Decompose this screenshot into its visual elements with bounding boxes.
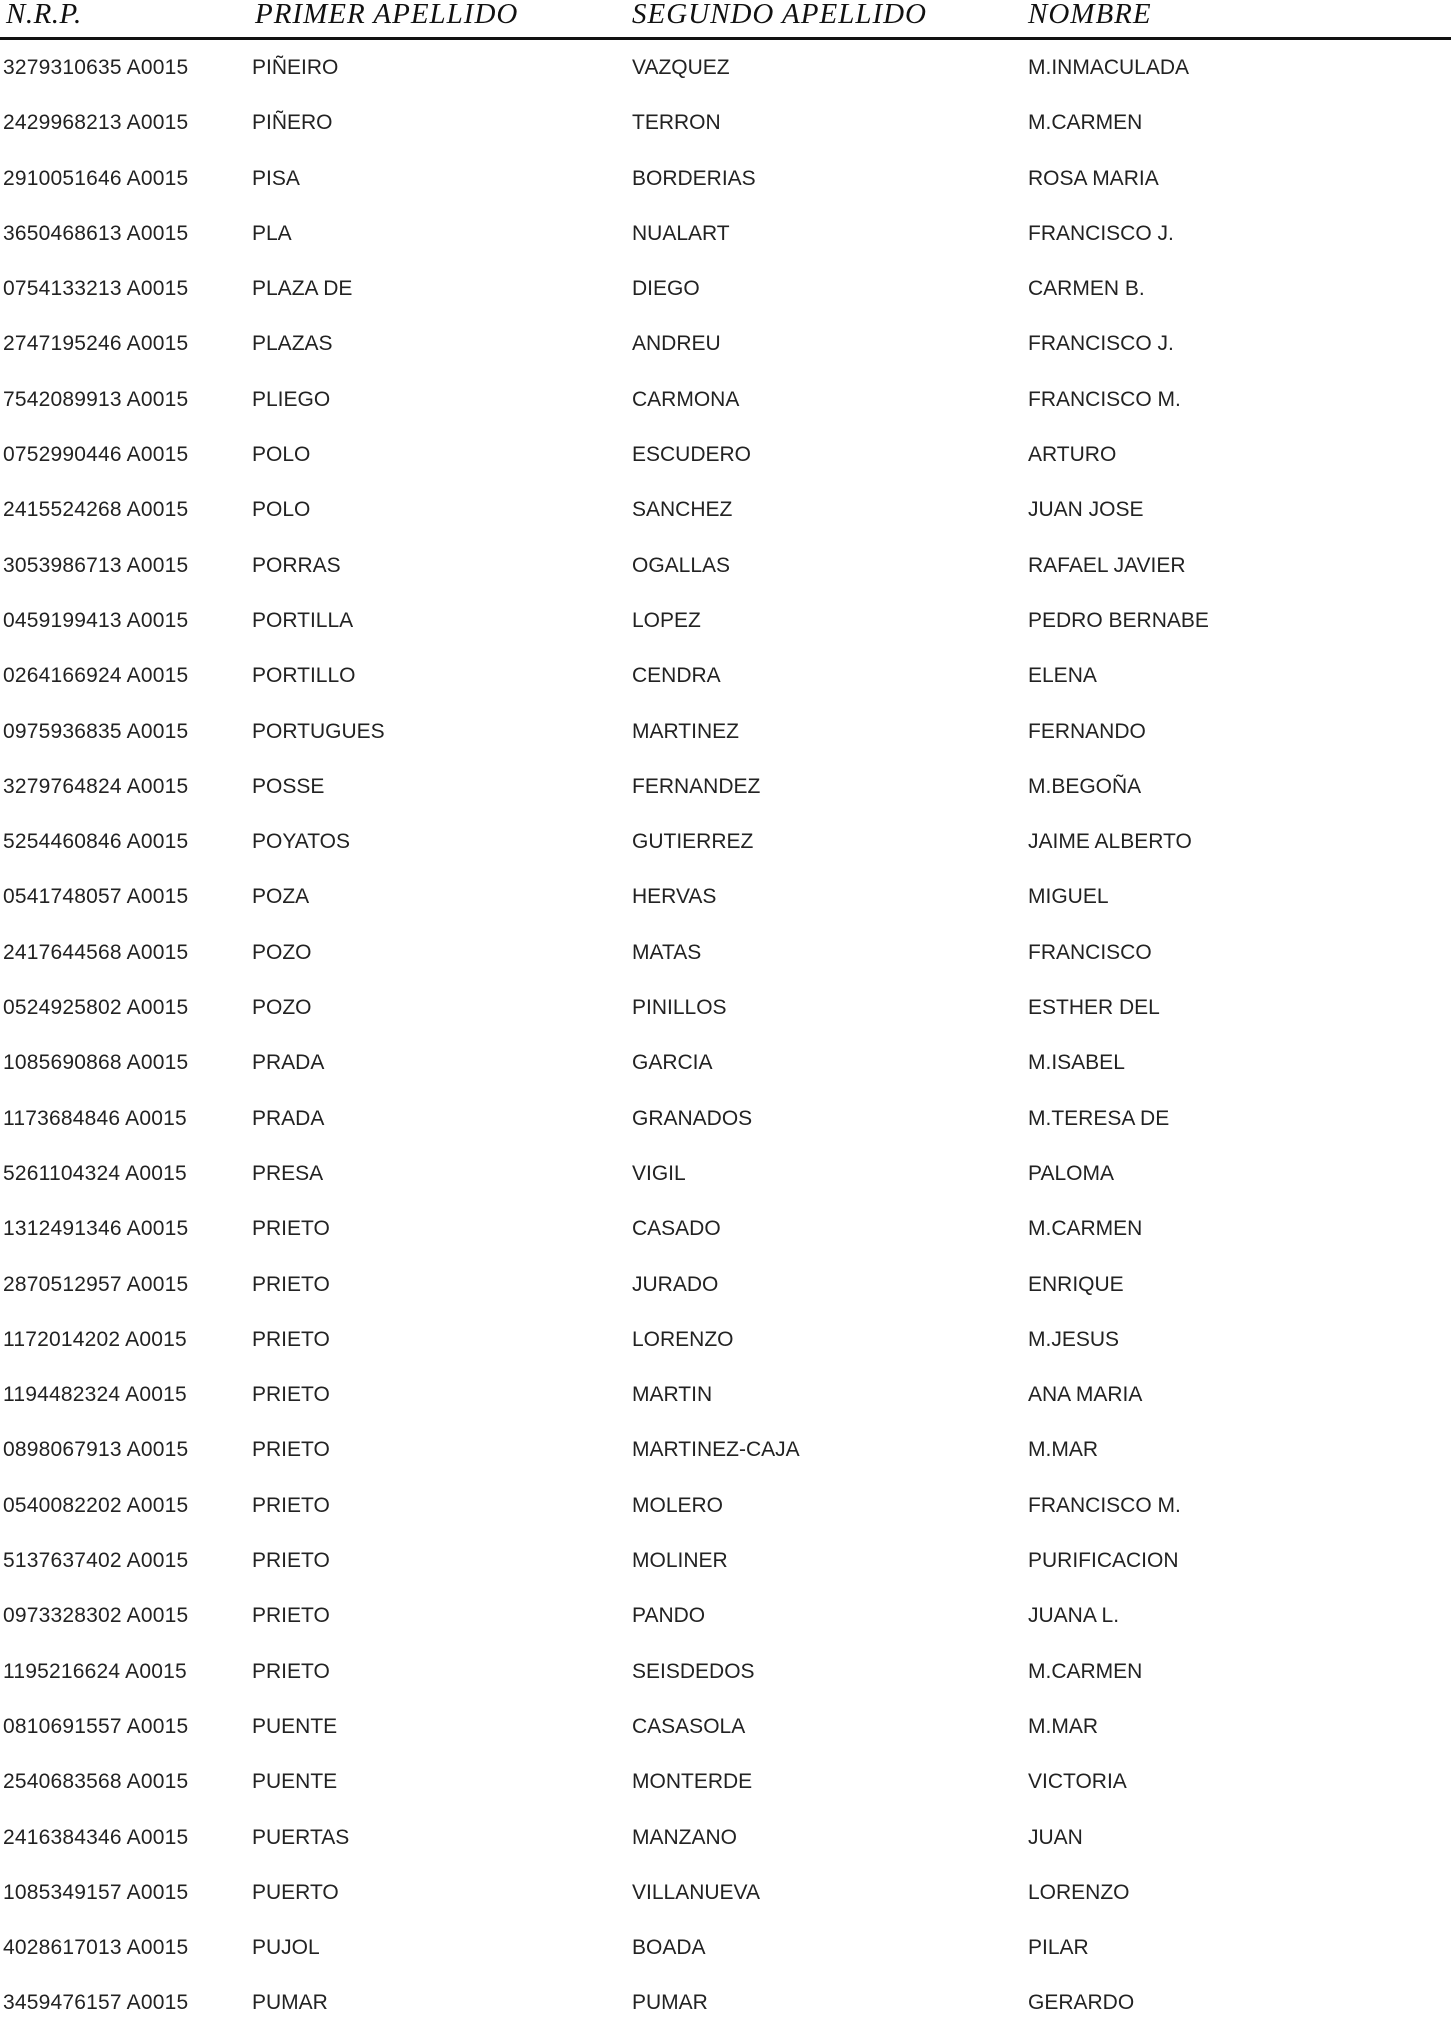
segundo-apellido-cell: MARTINEZ-CAJA xyxy=(632,1438,800,1462)
nrp-cell: 0264166924 A0015 xyxy=(3,664,189,688)
nombre-cell: M.CARMEN xyxy=(1028,1217,1143,1241)
nombre-cell: PILAR xyxy=(1028,1936,1089,1960)
nombre-cell: FRANCISCO xyxy=(1028,940,1152,964)
nrp-cell: 3650468613 A0015 xyxy=(3,221,189,245)
primer-apellido-cell: POZO xyxy=(252,996,312,1020)
table-row xyxy=(0,822,1451,877)
nombre-cell: GERARDO xyxy=(1028,1991,1135,2015)
nombre-cell: ANA MARIA xyxy=(1028,1383,1143,1407)
nrp-cell: 0973328302 A0015 xyxy=(3,1604,189,1628)
table-row xyxy=(0,435,1451,490)
segundo-apellido-cell: VIGIL xyxy=(632,1161,686,1185)
primer-apellido-cell: PRADA xyxy=(252,1106,325,1130)
segundo-apellido-cell: MATAS xyxy=(632,940,702,964)
nombre-cell: JAIME ALBERTO xyxy=(1028,830,1192,854)
table-row xyxy=(0,1818,1451,1873)
nombre-cell: M.INMACULADA xyxy=(1028,56,1190,79)
primer-apellido-cell: PUENTE xyxy=(252,1714,338,1738)
nrp-cell: 0975936835 A0015 xyxy=(3,719,189,743)
table-header xyxy=(0,0,1451,40)
segundo-apellido-cell: LOPEZ xyxy=(632,608,701,632)
table-body xyxy=(0,48,1451,2039)
nrp-cell: 0754133213 A0015 xyxy=(3,277,189,301)
segundo-apellido-cell: MOLERO xyxy=(632,1493,724,1517)
primer-apellido-cell: PRIETO xyxy=(252,1217,330,1241)
table-row xyxy=(0,877,1451,932)
column-header-nrp: N.R.P. xyxy=(6,0,82,30)
primer-apellido-cell: PLIEGO xyxy=(252,387,331,411)
primer-apellido-cell: PRIETO xyxy=(252,1659,330,1683)
nrp-cell: 4028617013 A0015 xyxy=(3,1936,189,1960)
nombre-cell: FRANCISCO J. xyxy=(1028,221,1174,245)
primer-apellido-cell: PIÑERO xyxy=(252,111,333,135)
nrp-cell: 2416384346 A0015 xyxy=(3,1825,189,1849)
nombre-cell: LORENZO xyxy=(1028,1880,1130,1904)
table-row xyxy=(0,656,1451,711)
segundo-apellido-cell: LORENZO xyxy=(632,1327,734,1351)
nrp-cell: 1173684846 A0015 xyxy=(3,1106,187,1130)
table-row xyxy=(0,1099,1451,1154)
primer-apellido-cell: PUJOL xyxy=(252,1936,320,1960)
primer-apellido-cell: POZO xyxy=(252,940,312,964)
table-row xyxy=(0,1873,1451,1928)
segundo-apellido-cell: CARMONA xyxy=(632,387,740,411)
primer-apellido-cell: PORRAS xyxy=(252,553,341,577)
column-header-primer-apellido: PRIMER APELLIDO xyxy=(255,0,519,30)
primer-apellido-cell: PUMAR xyxy=(252,1991,328,2015)
nrp-cell: 1312491346 A0015 xyxy=(3,1217,189,1241)
table-row xyxy=(0,103,1451,158)
nrp-cell: 0752990446 A0015 xyxy=(3,443,189,467)
nombre-cell: M.TERESA DE xyxy=(1028,1106,1170,1130)
nombre-cell: FRANCISCO J. xyxy=(1028,332,1174,356)
segundo-apellido-cell: VILLANUEVA xyxy=(632,1880,760,1904)
nrp-cell: 3279310635 A0015 xyxy=(3,56,189,79)
nrp-cell: 5137637402 A0015 xyxy=(3,1549,189,1573)
table-row xyxy=(0,988,1451,1043)
nrp-cell: 3279764824 A0015 xyxy=(3,774,189,798)
primer-apellido-cell: PUERTAS xyxy=(252,1825,350,1849)
table-row xyxy=(0,1375,1451,1430)
segundo-apellido-cell: GUTIERREZ xyxy=(632,830,754,854)
primer-apellido-cell: PLA xyxy=(252,221,292,245)
nrp-cell: 0540082202 A0015 xyxy=(3,1493,189,1517)
segundo-apellido-cell: MANZANO xyxy=(632,1825,737,1849)
primer-apellido-cell: PORTILLA xyxy=(252,608,354,632)
nrp-cell: 3459476157 A0015 xyxy=(3,1991,189,2015)
nrp-cell: 2540683568 A0015 xyxy=(3,1770,189,1794)
table-row xyxy=(0,1983,1451,2038)
table-row xyxy=(0,380,1451,435)
nombre-cell: PEDRO BERNABE xyxy=(1028,608,1209,632)
primer-apellido-cell: PRADA xyxy=(252,1051,325,1075)
nrp-cell: 0524925802 A0015 xyxy=(3,996,189,1020)
table-row xyxy=(0,933,1451,988)
primer-apellido-cell: PUERTO xyxy=(252,1880,339,1904)
nombre-cell: ENRIQUE xyxy=(1028,1272,1124,1296)
nrp-cell: 2747195246 A0015 xyxy=(3,332,189,356)
nombre-cell: M.ISABEL xyxy=(1028,1051,1125,1075)
table-row xyxy=(0,159,1451,214)
nrp-cell: 1085690868 A0015 xyxy=(3,1051,189,1075)
table-row xyxy=(0,712,1451,767)
header-divider xyxy=(0,37,1451,40)
segundo-apellido-cell: TERRON xyxy=(632,111,721,135)
segundo-apellido-cell: FERNANDEZ xyxy=(632,774,761,798)
primer-apellido-cell: PLAZAS xyxy=(252,332,333,356)
segundo-apellido-cell: CASADO xyxy=(632,1217,721,1241)
nombre-cell: ELENA xyxy=(1028,664,1097,688)
segundo-apellido-cell: BORDERIAS xyxy=(632,166,756,190)
table-row xyxy=(0,1209,1451,1264)
segundo-apellido-cell: BOADA xyxy=(632,1936,706,1960)
nombre-cell: MIGUEL xyxy=(1028,885,1109,909)
nombre-cell: FRANCISCO M. xyxy=(1028,387,1181,411)
nrp-cell: 1085349157 A0015 xyxy=(3,1880,189,1904)
primer-apellido-cell: PORTUGUES xyxy=(252,719,385,743)
table-row xyxy=(0,1762,1451,1817)
primer-apellido-cell: PRIETO xyxy=(252,1438,330,1462)
segundo-apellido-cell: OGALLAS xyxy=(632,553,731,577)
primer-apellido-cell: POSSE xyxy=(252,774,325,798)
segundo-apellido-cell: PANDO xyxy=(632,1604,706,1628)
nrp-cell: 2415524268 A0015 xyxy=(3,498,189,522)
nrp-cell: 0810691557 A0015 xyxy=(3,1714,189,1738)
primer-apellido-cell: PRIETO xyxy=(252,1272,330,1296)
nombre-cell: JUAN JOSE xyxy=(1028,498,1144,522)
segundo-apellido-cell: CASASOLA xyxy=(632,1714,746,1738)
table-row xyxy=(0,1541,1451,1596)
nombre-cell: VICTORIA xyxy=(1028,1770,1127,1794)
nrp-cell: 1172014202 A0015 xyxy=(3,1327,187,1351)
segundo-apellido-cell: MONTERDE xyxy=(632,1770,753,1794)
segundo-apellido-cell: JURADO xyxy=(632,1272,719,1296)
column-header-segundo-apellido: SEGUNDO APELLIDO xyxy=(632,0,927,30)
primer-apellido-cell: POLO xyxy=(252,443,311,467)
nrp-cell: 2429968213 A0015 xyxy=(3,111,189,135)
nrp-cell: 0459199413 A0015 xyxy=(3,608,189,632)
segundo-apellido-cell: PINILLOS xyxy=(632,996,727,1020)
nrp-cell: 0541748057 A0015 xyxy=(3,885,189,909)
table-row xyxy=(0,48,1451,103)
nrp-cell: 3053986713 A0015 xyxy=(3,553,189,577)
nombre-cell: FRANCISCO M. xyxy=(1028,1493,1181,1517)
segundo-apellido-cell: DIEGO xyxy=(632,277,700,301)
nombre-cell: JUAN xyxy=(1028,1825,1083,1849)
table-row xyxy=(0,1265,1451,1320)
table-row xyxy=(0,767,1451,822)
segundo-apellido-cell: MARTIN xyxy=(632,1383,713,1407)
nrp-cell: 2870512957 A0015 xyxy=(3,1272,189,1296)
nombre-cell: ESTHER DEL xyxy=(1028,996,1160,1020)
segundo-apellido-cell: GRANADOS xyxy=(632,1106,753,1130)
nombre-cell: ARTURO xyxy=(1028,443,1117,467)
primer-apellido-cell: PRIETO xyxy=(252,1383,330,1407)
table-row xyxy=(0,546,1451,601)
segundo-apellido-cell: SANCHEZ xyxy=(632,498,733,522)
nombre-cell: RAFAEL JAVIER xyxy=(1028,553,1186,577)
table-row xyxy=(0,1596,1451,1651)
nrp-cell: 2417644568 A0015 xyxy=(3,940,189,964)
nrp-cell: 2910051646 A0015 xyxy=(3,166,189,190)
nombre-cell: M.MAR xyxy=(1028,1714,1098,1738)
segundo-apellido-cell: CENDRA xyxy=(632,664,721,688)
primer-apellido-cell: PIÑEIRO xyxy=(252,56,339,79)
segundo-apellido-cell: MARTINEZ xyxy=(632,719,739,743)
nrp-cell: 5261104324 A0015 xyxy=(3,1161,187,1185)
segundo-apellido-cell: HERVAS xyxy=(632,885,717,909)
nombre-cell: M.CARMEN xyxy=(1028,1659,1143,1683)
primer-apellido-cell: PLAZA DE xyxy=(252,277,353,301)
primer-apellido-cell: POZA xyxy=(252,885,310,909)
primer-apellido-cell: PRIETO xyxy=(252,1327,330,1351)
table-row xyxy=(0,490,1451,545)
table-row xyxy=(0,1486,1451,1541)
table-row xyxy=(0,324,1451,379)
segundo-apellido-cell: VAZQUEZ xyxy=(632,56,730,79)
nrp-cell: 0898067913 A0015 xyxy=(3,1438,189,1462)
primer-apellido-cell: POLO xyxy=(252,498,311,522)
table-row xyxy=(0,269,1451,324)
nrp-cell: 5254460846 A0015 xyxy=(3,830,189,854)
table-row xyxy=(0,214,1451,269)
nombre-cell: M.CARMEN xyxy=(1028,111,1143,135)
nrp-cell: 7542089913 A0015 xyxy=(3,387,189,411)
nombre-cell: PURIFICACION xyxy=(1028,1549,1179,1573)
table-row xyxy=(0,1707,1451,1762)
segundo-apellido-cell: GARCIA xyxy=(632,1051,713,1075)
nombre-cell: JUANA L. xyxy=(1028,1604,1120,1628)
nombre-cell: ROSA MARIA xyxy=(1028,166,1159,190)
segundo-apellido-cell: PUMAR xyxy=(632,1991,708,2015)
primer-apellido-cell: PISA xyxy=(252,166,300,190)
table-row xyxy=(0,1928,1451,1983)
segundo-apellido-cell: ESCUDERO xyxy=(632,443,752,467)
primer-apellido-cell: PORTILLO xyxy=(252,664,356,688)
nrp-cell: 1194482324 A0015 xyxy=(3,1383,187,1407)
segundo-apellido-cell: MOLINER xyxy=(632,1549,728,1573)
nombre-cell: CARMEN B. xyxy=(1028,277,1145,301)
nombre-cell: M.MAR xyxy=(1028,1438,1098,1462)
nombre-cell: FERNANDO xyxy=(1028,719,1146,743)
nombre-cell: M.JESUS xyxy=(1028,1327,1120,1351)
primer-apellido-cell: PUENTE xyxy=(252,1770,338,1794)
primer-apellido-cell: PRIETO xyxy=(252,1604,330,1628)
table-row xyxy=(0,601,1451,656)
table-row xyxy=(0,1320,1451,1375)
table-row xyxy=(0,1154,1451,1209)
primer-apellido-cell: PRIETO xyxy=(252,1493,330,1517)
table-row xyxy=(0,1043,1451,1098)
segundo-apellido-cell: SEISDEDOS xyxy=(632,1659,755,1683)
table-row xyxy=(0,1652,1451,1707)
primer-apellido-cell: POYATOS xyxy=(252,830,351,854)
primer-apellido-cell: PRESA xyxy=(252,1161,324,1185)
segundo-apellido-cell: ANDREU xyxy=(632,332,721,356)
nombre-cell: PALOMA xyxy=(1028,1161,1114,1185)
column-header-nombre: NOMBRE xyxy=(1028,0,1152,30)
nombre-cell: M.BEGOÑA xyxy=(1028,774,1142,798)
nrp-cell: 1195216624 A0015 xyxy=(3,1659,187,1683)
segundo-apellido-cell: NUALART xyxy=(632,221,730,245)
table-row xyxy=(0,1430,1451,1485)
primer-apellido-cell: PRIETO xyxy=(252,1549,330,1573)
